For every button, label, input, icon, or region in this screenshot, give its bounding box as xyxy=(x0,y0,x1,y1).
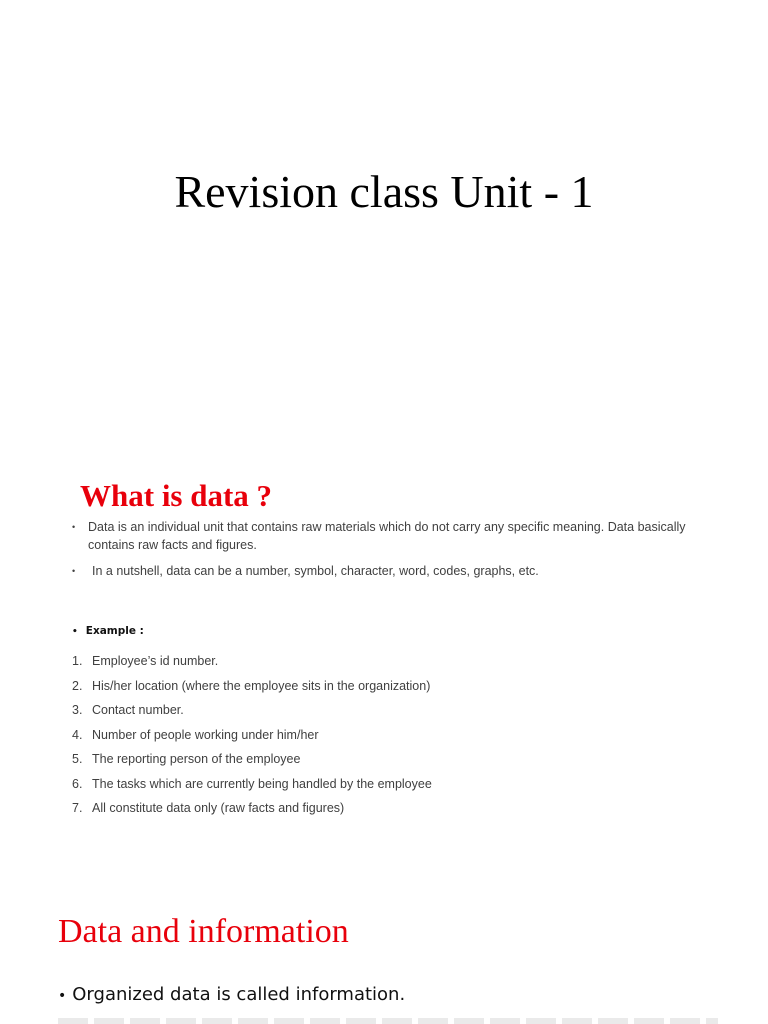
list-item xyxy=(70,701,432,726)
slide-heading: What is data ? xyxy=(80,478,273,513)
bullet-text: Data is an individual unit that contains raw materials which do not carry any specific meaning. Data basically contains raw facts and figures. xyxy=(88,520,686,552)
bullet-item xyxy=(70,518,690,554)
list-number: 2. xyxy=(72,678,83,693)
bullet-icon: • xyxy=(72,566,76,576)
list-number: 1. xyxy=(72,654,83,668)
bullet-item xyxy=(58,982,405,1009)
slide-title: Revision class Unit - 1 xyxy=(174,166,594,217)
bullet-icon: • xyxy=(58,988,67,1004)
list-item-text: His/her location (where the employee sits in the organization) xyxy=(92,678,431,693)
list-item-text: Contact number. xyxy=(92,703,184,717)
bullet-icon: • xyxy=(72,522,76,532)
list-item-text: The reporting person of the employee xyxy=(92,752,301,766)
list-item xyxy=(70,750,432,775)
title-slide xyxy=(0,0,768,440)
list-item-text: The tasks which are currently being handled by the employee xyxy=(92,776,432,791)
list-item-text: Number of people working under him/her xyxy=(92,727,319,742)
list-item-text: Employee’s id number. xyxy=(92,654,219,668)
what-is-data-slide xyxy=(0,440,768,880)
data-and-information-slide xyxy=(0,880,768,1024)
list-item xyxy=(70,726,432,751)
slide-heading: Data and information xyxy=(58,913,349,950)
bullet-item xyxy=(70,562,690,580)
example-numbered-list xyxy=(70,652,432,824)
definition-bullet-list xyxy=(70,518,690,580)
list-number: 6. xyxy=(72,776,83,791)
list-item xyxy=(70,775,432,800)
example-label-text: Example : xyxy=(85,625,144,637)
list-number: 5. xyxy=(72,752,83,766)
list-item xyxy=(70,652,432,677)
list-item xyxy=(70,677,432,702)
clipped-text-line xyxy=(58,1018,718,1024)
bullet-icon: • xyxy=(72,627,78,637)
list-number: 7. xyxy=(72,801,83,815)
example-label xyxy=(72,623,144,640)
list-item xyxy=(70,799,432,824)
list-item-text: All constitute data only (raw facts and figures) xyxy=(92,801,345,815)
list-number: 4. xyxy=(72,727,83,742)
list-number: 3. xyxy=(72,703,83,717)
bullet-text: Organized data is called information. xyxy=(72,984,406,1005)
bullet-text: In a nutshell, data can be a number, symbol, character, word, codes, graphs, etc. xyxy=(92,564,539,578)
